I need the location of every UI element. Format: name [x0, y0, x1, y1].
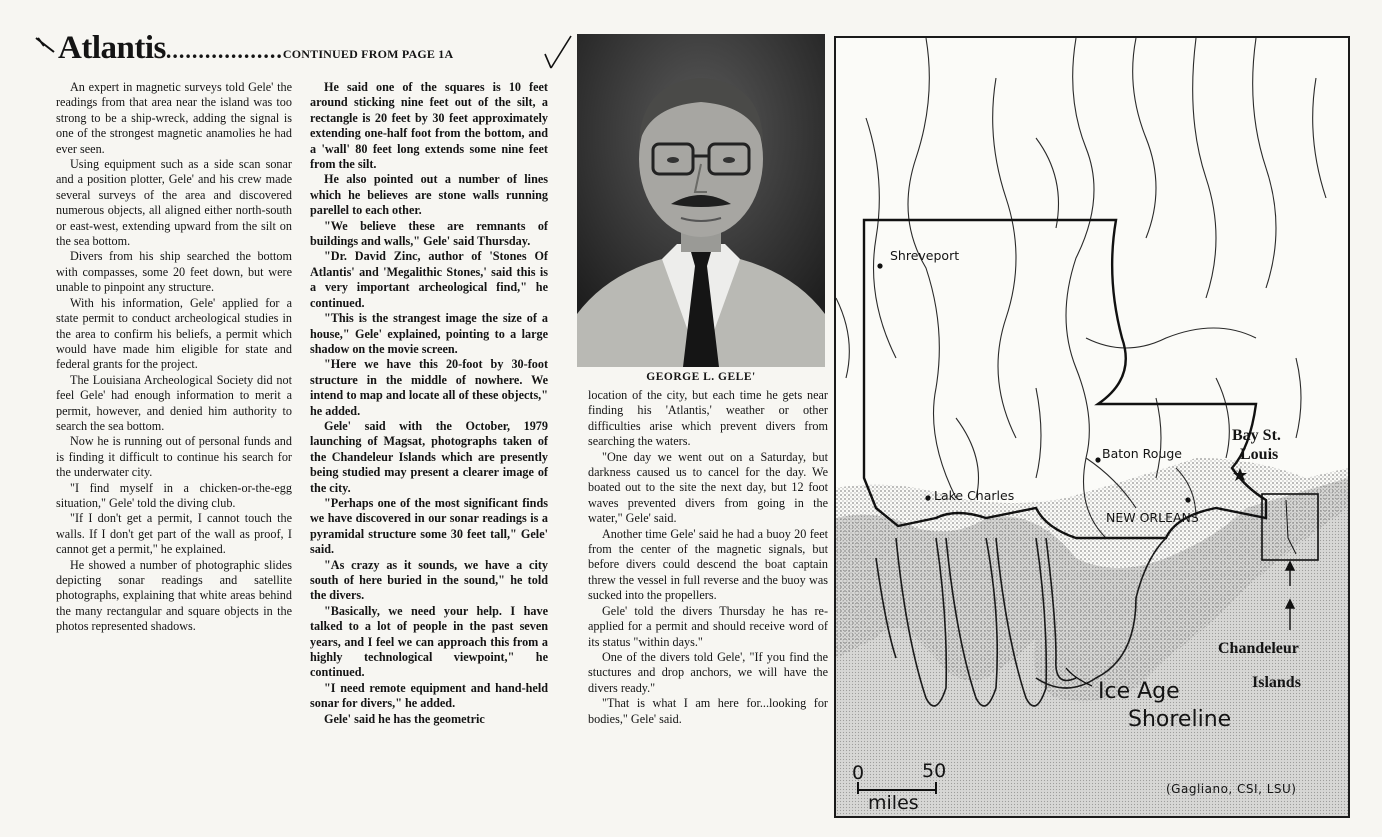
- paragraph: Gele' said he has the geometric: [324, 711, 485, 726]
- portrait-photo-icon: [577, 34, 825, 367]
- paragraph: "Here we have this 20-foot by 30-foot structure in the middle of nowhere. We intend to map and locate all of these objects," he added.: [310, 357, 548, 418]
- paragraph: "Perhaps one of the most significant finds we have discovered in our sonar readings is a pyramidal structure some 30 feet tall," Gele' said.: [310, 495, 548, 557]
- paragraph: Using equipment such as a side scan sonar and a position plotter, Gele' and his crew made several surveys of the area and discovered numerous objects, all aligned either north-south or east-west, extending upward from the silt on the sea bottom.: [56, 157, 292, 249]
- paragraph: He said one of the squares is 10 feet around sticking nine feet out of the silt, a rectangle is 20 feet by 30 feet approximately extending one-half foot from the bottom, and a 'wall' 80 feet long extends some nine feet from the silt.: [310, 80, 548, 172]
- bay-st-louis-line2: Louis: [1240, 446, 1279, 463]
- city-label-new-orleans: NEW ORLEANS: [1106, 510, 1199, 525]
- paragraph: With his information, Gele' applied for a state permit to conduct archeological studies in the area to confirm his beliefs, a permit which would have made him eligible for state and federal grants for the project.: [56, 295, 292, 372]
- ice-age-line1: Ice Age: [1098, 679, 1180, 704]
- city-dot-baton-rouge: [1095, 457, 1100, 462]
- article-column-1: [56, 80, 292, 635]
- paragraph: "Basically, we need your help. I have talked to a lot of people in the past seven years, and I feel we can approach this from a highly technological viewpoint," he continued.: [310, 603, 548, 680]
- scale-zero-label: 0: [852, 762, 865, 784]
- paragraph: "This is the strangest image the size of a house," Gele' explained, pointing to a large shadow on the movie screen.: [310, 311, 548, 356]
- paragraph: "If I don't get a permit, I cannot touch the walls. If I don't get part of the wall as proof, I cannot get a permit," he explained.: [56, 511, 292, 557]
- paragraph: "I find myself in a chicken-or-the-egg situation," Gele' told the diving club.: [56, 480, 292, 510]
- paragraph: "We believe these are remnants of buildings and walls," Gele' said Thursday.: [310, 218, 548, 249]
- bay-st-louis-label: [1232, 426, 1281, 464]
- paragraph: Now he is running out of personal funds and is finding it difficult to continue his search for the underwater city.: [56, 434, 292, 480]
- louisiana-map: [834, 36, 1350, 818]
- paragraph: He also pointed out a number of lines which he believes are stone walls running parellel to each other.: [310, 172, 548, 218]
- city-dot-lake-charles: [925, 495, 930, 500]
- photo-caption: GEORGE L. GELE': [646, 371, 756, 383]
- paragraph: "Dr. David Zinc, author of 'Stones Of Atlantis' and 'Megalithic Stones,' said this is a very important archeological find," he continued.: [310, 249, 548, 310]
- continued-from-label: CONTINUED FROM PAGE 1A: [282, 47, 454, 61]
- headline-title: Atlantis: [58, 30, 166, 66]
- ice-age-line2: Shoreline: [1128, 707, 1232, 732]
- portrait-photo: [577, 34, 825, 367]
- city-dot-shreveport: [877, 263, 882, 268]
- paragraph: "That is what I am here for...looking for bodies," Gele' said.: [588, 696, 828, 726]
- article-column-3: [588, 388, 828, 727]
- chandeleur-line2: Islands: [1252, 674, 1301, 691]
- chandeleur-line1: Chandeleur: [1218, 640, 1299, 657]
- headline-end-mark-icon: [543, 34, 573, 74]
- headline: [34, 30, 554, 74]
- paragraph: "I need remote equipment and hand-held sonar for divers," he added.: [310, 680, 548, 711]
- paragraph: He showed a number of photographic slides depicting sonar readings and satellite photographs, explaining that white areas behind the many rectangular and square objects in the photos represented shadows.: [56, 557, 292, 634]
- paragraph: An expert in magnetic surveys told Gele' the readings from that area near the island was too strong to be a ship-wreck, adding the signal is one of the strongest magnetic anamolies he had ever seen.: [56, 80, 292, 156]
- paragraph: The Louisiana Archeological Society did not feel Gele' had enough information to merit a permit, however, and denied him authority to search the sea bottom.: [56, 372, 292, 433]
- city-label-shreveport: Shreveport: [890, 248, 960, 263]
- paragraph: One of the divers told Gele', "If you find the stuctures and drop anchors, we will have the divers ready.": [588, 649, 828, 695]
- paragraph: "As crazy as it sounds, we have a city south of here buried in the sound," he told the divers.: [310, 557, 548, 603]
- paragraph: Gele' told the divers Thursday he has re-applied for a permit and should receive word of its status "within days.": [588, 603, 828, 649]
- city-label-baton-rouge: Baton Rouge: [1102, 446, 1182, 461]
- paragraph: "One day we went out on a Saturday, but darkness caused us to cancel for the day. We boated out to the site the next day, but 12 foot waves prevented divers from going in the water," Gele' said.: [588, 449, 828, 526]
- paragraph: Divers from his ship searched the bottom with compasses, some 20 feet down, but were unable to pinpoint any structure.: [56, 249, 292, 295]
- headline-dots: ..................: [165, 38, 283, 63]
- map-credit: (Gagliano, CSI, LSU): [1166, 782, 1297, 796]
- paragraph: Another time Gele' said he had a buoy 20 feet from the center of the magnetic signals, but before divers could descend the boat captain threw the vessel in full reverse and the buoy was sucked into the propellers.: [588, 526, 828, 603]
- bay-st-louis-line1: Bay St.: [1232, 427, 1281, 444]
- ice-age-shoreline-label: [1098, 678, 1231, 734]
- scale-unit-label: miles: [868, 792, 919, 814]
- paragraph: location of the city, but each time he gets near finding his 'Atlantis,' weather or other difficulties arise which prevent divers from searching the waters.: [588, 388, 828, 449]
- scale-fifty-label: 50: [922, 760, 947, 782]
- paragraph: Gele' said with the October, 1979 launching of Magsat, photographs taken of the Chandeleur Islands which are presently being studied may present a clearer image of the city.: [310, 418, 548, 495]
- article-column-2: [310, 80, 548, 727]
- city-dot-new-orleans: [1185, 497, 1190, 502]
- city-label-lake-charles: Lake Charles: [934, 488, 1015, 503]
